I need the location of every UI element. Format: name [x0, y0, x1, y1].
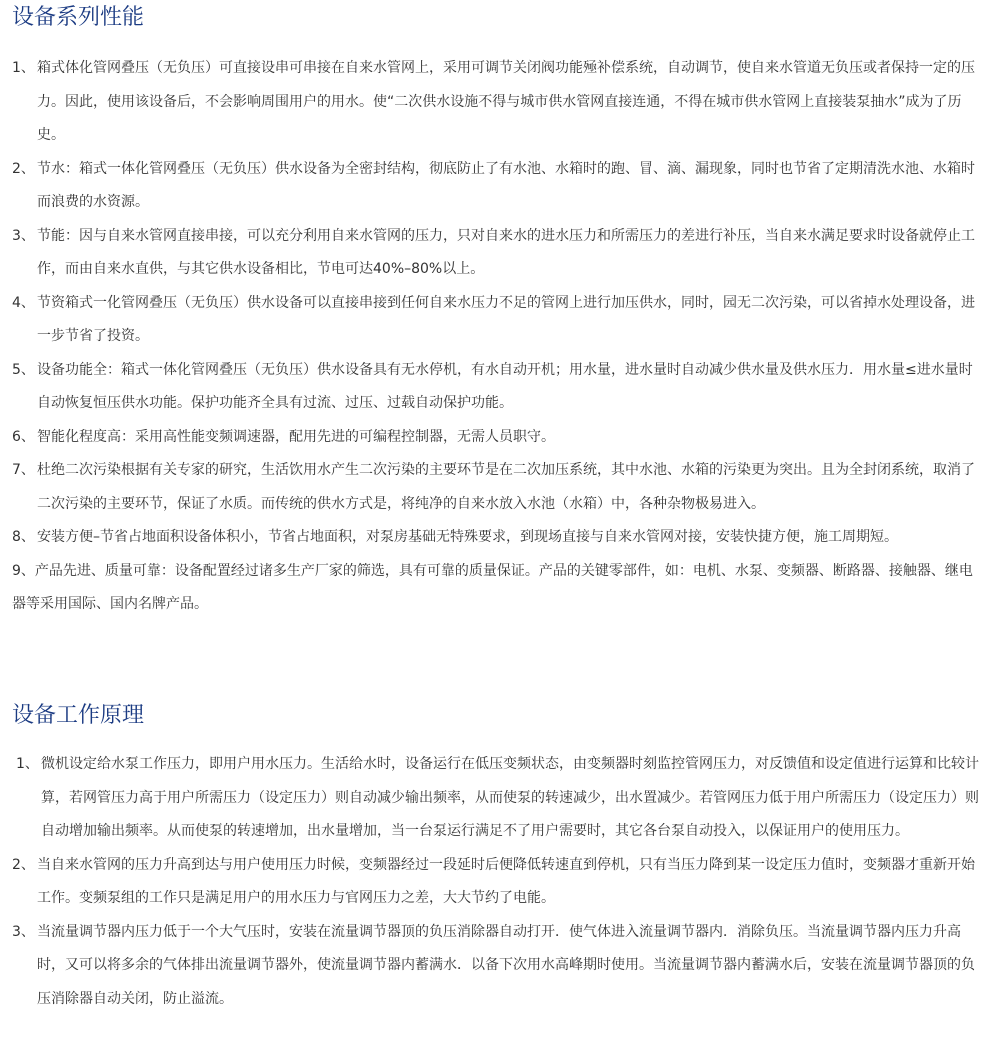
item-text: 当流量调节器内压力低于一个大气压时，安装在流量调节器顶的负压消除器自动打开．使气体进入流量调节器内．消除负压。当流量调节器内压力升高时，又可以将多余的气体排出流量调节器外，使流量调节器内蓄满水．以备下次用水高峰期时使用。当流量调节器内蓄满水后，安装在流量调节器顶的负压消除器自动关闭，防止溢流。 [37, 923, 975, 1007]
item-text: 节能：因与自来水管网直接串接，可以充分利用自来水管网的压力，只对自来水的进水压力和所需压力的差进行补压，当自来水满足要求时设备就停止工作，而由自来水直供，与其它供水设备相比，节电可达40%–80%以上。 [37, 227, 975, 277]
item-text: 当自来水管网的压力升高到达与用户使用压力时候，变频器经过一段延时后便降低转速直到停机，只有当压力降到某一设定压力值时，变频器才重新开始工作。变频泵组的工作只是满足用户的用水压力与官网压力之差，大大节约了电能。 [37, 856, 975, 906]
item-text: 智能化程度高：采用高性能变频调速器，配用先进的可编程控制器，无需人员职守。 [37, 428, 555, 445]
list-item [0, 521, 985, 555]
item-number: 2、 [12, 160, 35, 177]
list-item [0, 748, 985, 849]
item-text: 箱式体化管网叠压（无负压）可直接设串可串接在自来水管网上，采用可调节关闭阀功能殛补偿系统，自动调节，使自来水管道无负压或者保持一定的压力。因此，使用该设备后，不会影响周围用户的用水。使“二次供水设施不得与城市供水管网直接连通，不得在城市供水管网上直接装泵抽水”成为了历史。 [37, 60, 975, 143]
item-number: 6、 [12, 428, 35, 445]
item-number: 3、 [12, 923, 35, 940]
item-number: 7、 [12, 462, 35, 478]
item-text: 节水：箱式一体化管网叠压（无负压）供水设备为全密封结构，彻底防止了有水池、水箱时的跑、冒、滴、漏现象，同时也节省了定期清洗水池、水箱时而浪费的水资源。 [37, 160, 975, 210]
item-text: 产品先进、质量可靠：设备配置经过诸多生产厂家的筛选，具有可靠的质量保证。产品的关键零部件，如：电机、水泵、变频器、断路器、接触器、继电器等采用国际、国内名牌产品。 [12, 562, 973, 612]
list-item [0, 287, 985, 354]
item-number: 9、 [12, 562, 35, 579]
item-number: 1、 [16, 756, 39, 772]
list-item [0, 849, 985, 916]
item-number: 8、 [12, 529, 35, 545]
section-title-principle: 设备工作原理 [12, 703, 145, 728]
list-item [0, 52, 985, 153]
list-item [0, 354, 985, 421]
list-item [0, 916, 985, 1017]
list-item [0, 454, 985, 521]
list-item [0, 555, 985, 622]
item-number: 1、 [12, 60, 35, 76]
item-text: 微机设定给水泵工作压力，即用户用水压力。生活给水时，设备运行在低压变频状态，由变频器时刻监控管网压力，对反馈值和设定值进行运算和比较计算，若网管压力高于用户所需压力（设定压力）则自动减少输出频率，从而使泵的转速减少，出水置减少。若管网压力低于用户所需压力（设定压力）则自动增加输出频率。从而使泵的转速增加，出水量增加，当一台泵运行满足不了用户需要时，其它各台泵自动投入，以保证用户的使用压力。 [41, 756, 979, 839]
principle-list [0, 748, 985, 1016]
list-item [0, 153, 985, 220]
item-text: 设备功能全：箱式一体化管网叠压（无负压）供水设备具有无水停机，有水自动开机；用水量，进水量时自动减少供水量及供水压力．用水量≤进水量时自动恢复恒压供水功能。保护功能齐全具有过流、过压、过载自动保护功能。 [37, 361, 973, 411]
item-number: 4、 [12, 294, 35, 311]
list-item [0, 421, 985, 455]
performance-list [0, 52, 985, 622]
item-number: 2、 [12, 856, 35, 873]
item-text: 安装方便–节省占地面积设备体积小，节省占地面积，对泵房基础无特殊要求，到现场直接与自来水管网对接，安装快捷方便，施工周期短。 [37, 529, 898, 545]
item-text: 杜绝二次污染根据有关专家的研究，生活饮用水产生二次污染的主要环节是在二次加压系统，其中水池、水箱的污染更为突出。且为全封闭系统，取消了二次污染的主要环节，保证了水质。而传统的供水方式是，将纯净的自来水放入水池（水箱）中，各种杂物极易进入。 [37, 462, 975, 512]
list-item [0, 220, 985, 287]
item-text: 节资箱式一化管网叠压（无负压）供水设备可以直接串接到任何自来水压力不足的管网上进行加压供水，同时，园无二次污染，可以省掉水处理设备，进一步节省了投资。 [37, 294, 975, 344]
item-number: 3、 [12, 227, 35, 244]
item-number: 5、 [12, 361, 35, 378]
section-title-performance: 设备系列性能 [12, 5, 145, 30]
